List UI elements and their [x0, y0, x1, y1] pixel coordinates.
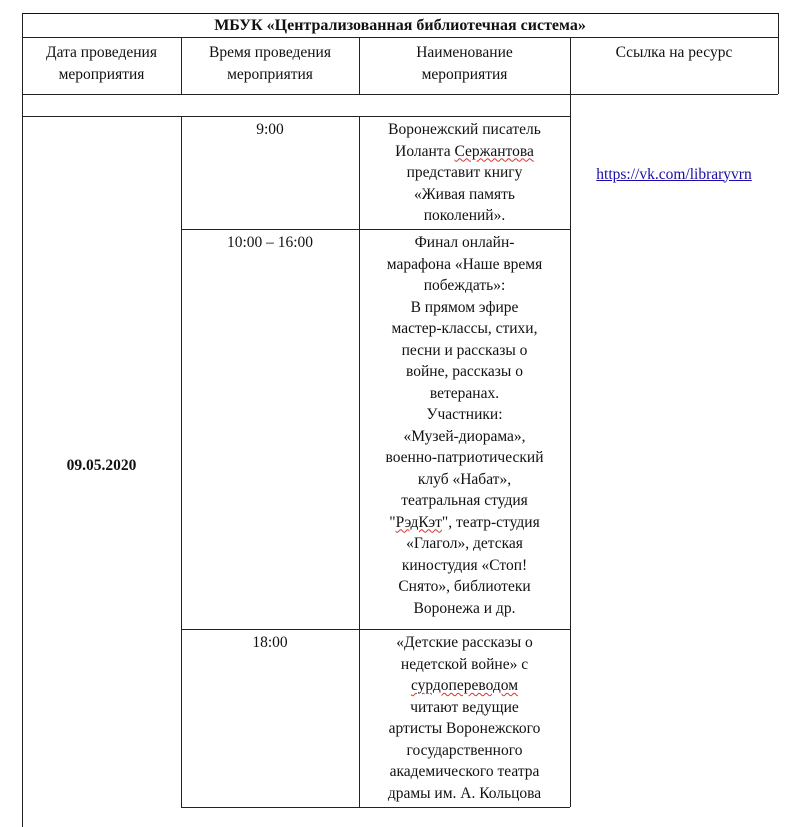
column-divider: [181, 116, 182, 807]
resource-link-cell: [570, 142, 778, 185]
header-link: Ссылка на ресурс: [615, 44, 733, 61]
event-name-text: Финал онлайн- марафона «Наше время побеждать»: В прямом эфире мастер-классы, стихи, песни и рассказы о войне, рассказы о ветеранах. Участники: «Музей-диорама», военно-патриотический клуб «Набат», театральная студия ": [385, 234, 544, 531]
event-name-text: Сержантова: [454, 142, 534, 160]
event-name-text: читают ведущие артисты Воронежского государственного академического театра драмы им. А. Кольцова: [387, 698, 542, 802]
header-time: Время проведения мероприятия: [209, 44, 331, 83]
event-name-text: ", театр-студия «Глагол», детская киностудия «Стоп! Снято», библиотеки Воронежа и др.: [398, 513, 540, 617]
event-name-text: Воронежский писатель Иоланта: [388, 121, 541, 160]
table-border-top: [22, 13, 778, 14]
header-name: Наименование мероприятия: [416, 44, 513, 83]
table-title: МБУК «Централизованная библиотечная система»: [214, 17, 586, 34]
table-border-left-tail: [22, 806, 23, 827]
event-date: 09.05.2020: [66, 457, 137, 474]
event-name: [359, 232, 570, 619]
table-border-left: [22, 13, 23, 806]
row-divider: [22, 116, 570, 117]
event-time: 18:00: [252, 634, 288, 651]
event-name-text: РэдКэт: [395, 513, 442, 531]
event-name-text: представит книгу «Живая память поколений».: [406, 164, 523, 224]
event-time: 9:00: [256, 121, 284, 138]
event-name-text: сурдопереводом: [410, 677, 519, 694]
row-divider: [22, 94, 778, 95]
table-border-right: [778, 13, 779, 94]
event-name-text: «Детские рассказы о недетской войне» с: [396, 634, 533, 673]
row-divider: [181, 807, 570, 808]
event-name: [359, 119, 570, 227]
row-divider: [22, 37, 778, 38]
event-time: 10:00 – 16:00: [226, 234, 314, 251]
header-date: Дата проведения мероприятия: [46, 44, 157, 83]
resource-link[interactable]: https://vk.com/libraryvrn: [596, 165, 752, 183]
row-divider: [181, 229, 570, 230]
row-divider: [181, 629, 570, 630]
event-name: [359, 632, 570, 804]
